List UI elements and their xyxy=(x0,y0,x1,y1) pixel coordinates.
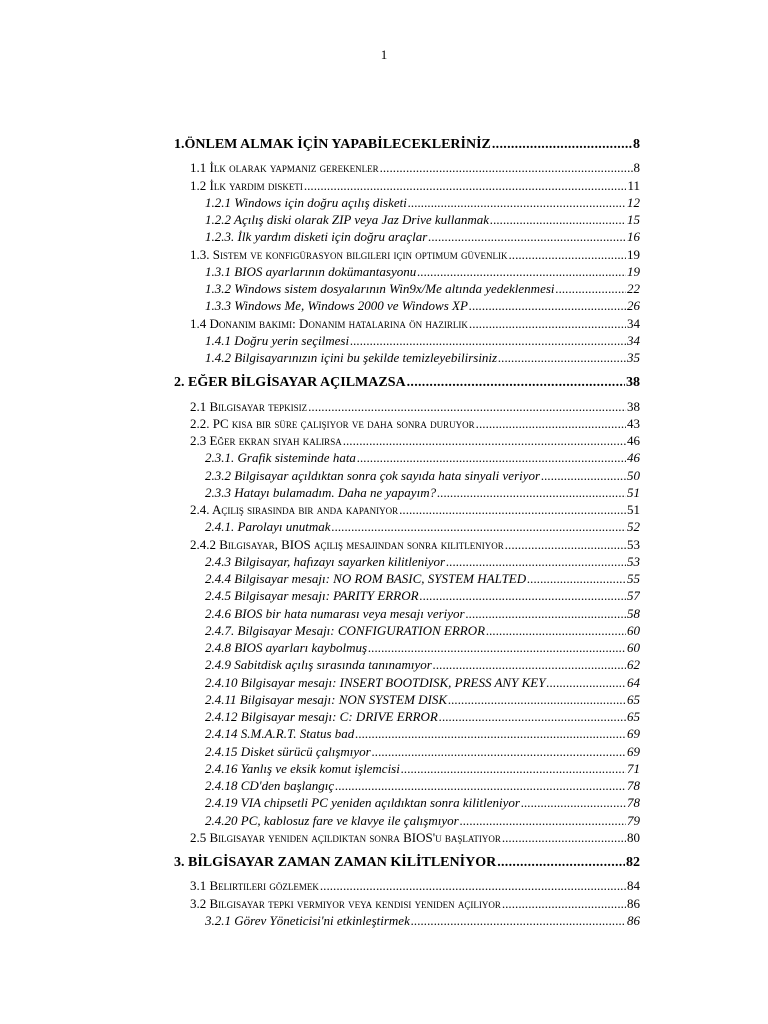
toc-title: 2.4.20 PC, kablosuz fare ve klavye ile çalışmıyor xyxy=(205,813,459,828)
toc-title: 2.4.4 Bilgisayar mesajı: NO ROM BASIC, SYSTEM HALTED xyxy=(205,571,527,586)
toc-page-number: 82 xyxy=(626,855,640,870)
toc-page-number: 51 xyxy=(627,485,640,500)
toc-entry xyxy=(205,484,640,501)
toc-page-number: 51 xyxy=(627,502,640,517)
toc-entry xyxy=(205,297,640,314)
toc-title: 2.4.9 Sabitdisk açılış sırasında tanınamıyor xyxy=(205,657,432,672)
toc-title: 2.3.3 Hatayı bulamadım. Daha ne yapayım? xyxy=(205,485,437,500)
toc-entry xyxy=(205,760,640,777)
toc-title: 1.2.3. İlk yardım disketi için doğru araçlar xyxy=(205,229,428,244)
dot-leader xyxy=(460,812,626,829)
toc-page-number: 34 xyxy=(627,333,640,348)
toc-title: 1.2.1 Windows için doğru açılış disketi xyxy=(205,195,407,210)
toc-page-number: 78 xyxy=(627,795,640,810)
toc-page-number: 55 xyxy=(627,571,640,586)
dot-leader xyxy=(439,708,626,725)
toc-title: 2.4.19 VIA chipsetli PC yeniden açıldıktan sonra kilitleniyor xyxy=(205,795,520,810)
dot-leader xyxy=(497,854,625,871)
toc-title: 2.4.11 Bilgisayar mesajı: NON SYSTEM DISK xyxy=(205,692,448,707)
toc-entry xyxy=(205,674,640,691)
dot-leader xyxy=(498,349,626,366)
toc-page-number: 78 xyxy=(627,778,640,793)
toc-entry xyxy=(205,587,640,604)
toc-chapter xyxy=(174,374,640,391)
toc-entry xyxy=(205,194,640,211)
dot-leader xyxy=(343,432,626,449)
toc-entry xyxy=(205,605,640,622)
dot-leader xyxy=(505,536,626,553)
dot-leader xyxy=(527,570,626,587)
toc-entry xyxy=(190,246,640,263)
toc-title: 2.4.12 Bilgisayar mesajı: C: DRIVE ERROR xyxy=(205,709,438,724)
toc-title: 2.4.7. Bilgisayar Mesajı: CONFIGURATION ERROR xyxy=(205,623,486,638)
dot-leader xyxy=(304,177,627,194)
toc-page-number: 19 xyxy=(627,247,640,262)
toc-entry xyxy=(205,812,640,829)
dot-leader xyxy=(411,912,626,929)
dot-leader xyxy=(399,501,626,518)
toc-title: 2.4.6 BIOS bir hata numarası veya mesajı veriyor xyxy=(205,606,465,621)
toc-title: 2.3 Eğer ekran siyah kalırsa xyxy=(190,433,342,448)
toc-entry xyxy=(205,777,640,794)
dot-leader xyxy=(448,691,626,708)
toc-title: 2.4.15 Disket sürücü çalışmıyor xyxy=(205,744,371,759)
toc-title: 2.3.2 Bilgisayar açıldıktan sonra çok sayıda hata sinyali veriyor xyxy=(205,468,541,483)
toc-title: 2.4.16 Yanlış ve eksik komut işlemcisi xyxy=(205,761,400,776)
dot-leader xyxy=(469,315,626,332)
toc-title: 2.4. Açılış sırasında bir anda kapanıyor xyxy=(190,502,399,517)
toc-chapter xyxy=(174,136,640,153)
toc-title: 1.4 Donanım bakımı: Donanım hatalarına ön hazırlık xyxy=(190,316,468,331)
toc-page-number: 50 xyxy=(627,468,640,483)
toc-title: 1.3.1 BIOS ayarlarının dokümantasyonu xyxy=(205,264,417,279)
toc-page-number: 16 xyxy=(627,229,640,244)
dot-leader xyxy=(407,374,625,391)
dot-leader xyxy=(420,587,626,604)
toc-title: 1.3.2 Windows sistem dosyalarının Win9x/Me altında yedeklenmesi xyxy=(205,281,555,296)
toc-page-number: 22 xyxy=(627,281,640,296)
toc-entry xyxy=(205,228,640,245)
toc-page-number: 52 xyxy=(627,519,640,534)
toc-title: 1.4.1 Doğru yerin seçilmesi xyxy=(205,333,350,348)
dot-leader xyxy=(546,674,626,691)
dot-leader xyxy=(408,194,626,211)
dot-leader xyxy=(428,228,626,245)
toc-title: 2.4.14 S.M.A.R.T. Status bad xyxy=(205,726,355,741)
dot-leader xyxy=(368,639,626,656)
dot-leader xyxy=(308,398,626,415)
dot-leader xyxy=(486,622,626,639)
dot-leader xyxy=(355,725,626,742)
toc-page-number: 38 xyxy=(626,375,640,390)
toc-entry xyxy=(190,895,640,912)
toc-title: 2.5 Bilgisayar yeniden açıldıktan sonra BIOS'u başlatıyor xyxy=(190,830,501,845)
toc-entry xyxy=(205,639,640,656)
toc-title: 2. EĞER BİLGİSAYAR AÇILMAZSA xyxy=(174,375,406,390)
toc-page-number: 60 xyxy=(627,623,640,638)
toc-entry xyxy=(190,829,640,846)
dot-leader xyxy=(433,656,626,673)
toc-title: 2.1 Bilgisayar tepkisiz xyxy=(190,399,308,414)
toc-entry xyxy=(205,467,640,484)
toc-chapter xyxy=(174,854,640,871)
toc-page-number: 19 xyxy=(627,264,640,279)
dot-leader xyxy=(521,794,626,811)
toc-title: 2.3.1. Grafik sisteminde hata xyxy=(205,450,356,465)
toc-entry xyxy=(190,877,640,894)
toc-title: 2.4.18 CD'den başlangıç xyxy=(205,778,335,793)
dot-leader xyxy=(332,518,626,535)
toc-page-number: 69 xyxy=(627,744,640,759)
toc-entry xyxy=(205,570,640,587)
toc-page-number: 15 xyxy=(627,212,640,227)
toc-title: 3.2.1 Görev Yöneticisi'ni etkinleştirmek xyxy=(205,913,410,928)
toc-title: 2.4.1. Parolayı unutmak xyxy=(205,519,331,534)
toc-page-number: 46 xyxy=(627,433,640,448)
toc-entry xyxy=(205,518,640,535)
toc-title: 1.2 İlk yardım disketi xyxy=(190,178,303,193)
toc-page-number: 58 xyxy=(627,606,640,621)
toc-entry xyxy=(190,159,640,176)
toc-page-number: 65 xyxy=(627,709,640,724)
toc-page-number: 12 xyxy=(627,195,640,210)
toc-page-number: 53 xyxy=(627,554,640,569)
toc-title: 1.3.3 Windows Me, Windows 2000 ve Windows XP xyxy=(205,298,468,313)
toc-title: 3.1 Belirtileri gözlemek xyxy=(190,878,319,893)
toc-title: 2.4.2 Bilgisayar, BIOS açılış mesajından sonra kilitleniyor xyxy=(190,537,504,552)
toc-page-number: 79 xyxy=(627,813,640,828)
toc-title: 2.4.8 BIOS ayarları kaybolmuş xyxy=(205,640,368,655)
toc-page-number: 57 xyxy=(627,588,640,603)
toc-page-number: 46 xyxy=(627,450,640,465)
toc-entry xyxy=(190,501,640,518)
dot-leader xyxy=(541,467,626,484)
toc-title: 2.4.10 Bilgisayar mesajı: INSERT BOOTDISK, PRESS ANY KEY xyxy=(205,675,546,690)
toc-page-number: 86 xyxy=(627,896,640,911)
dot-leader xyxy=(490,211,626,228)
toc-title: 1.2.2 Açılış diski olarak ZIP veya Jaz Drive kullanmak xyxy=(205,212,490,227)
dot-leader xyxy=(466,605,626,622)
toc-title: 1.4.2 Bilgisayarınızın içini bu şekilde temizleyebilirsiniz xyxy=(205,350,498,365)
toc-page-number: 53 xyxy=(627,537,640,552)
dot-leader xyxy=(350,332,626,349)
toc-page-number: 43 xyxy=(627,416,640,431)
dot-leader xyxy=(380,159,633,176)
toc-title: 1.3. Sistem ve konfigürasyon bilgileri için optimum güvenlik xyxy=(190,247,508,262)
toc-page-number: 11 xyxy=(627,178,640,193)
toc-page-number: 84 xyxy=(627,878,640,893)
toc-entry xyxy=(190,536,640,553)
toc-entry xyxy=(190,398,640,415)
toc-page-number: 60 xyxy=(627,640,640,655)
dot-leader xyxy=(417,263,626,280)
toc-entry xyxy=(205,553,640,570)
toc-entry xyxy=(190,315,640,332)
toc-entry xyxy=(205,332,640,349)
toc-title: 2.2. PC kısa bir süre çalışıyor ve daha sonra duruyor xyxy=(190,416,475,431)
dot-leader xyxy=(508,246,626,263)
toc-entry xyxy=(190,415,640,432)
toc-entry xyxy=(205,912,640,929)
dot-leader xyxy=(446,553,626,570)
toc-entry xyxy=(205,449,640,466)
toc-page-number: 64 xyxy=(627,675,640,690)
toc-title: 3.2 Bilgisayar tepki vermiyor veya kendisi yeniden açılıyor xyxy=(190,896,501,911)
toc-title: 2.4.5 Bilgisayar mesajı: PARITY ERROR xyxy=(205,588,419,603)
toc-entry xyxy=(205,708,640,725)
toc-entry xyxy=(205,280,640,297)
dot-leader xyxy=(357,449,626,466)
toc-page-number: 38 xyxy=(627,399,640,414)
dot-leader xyxy=(492,136,632,153)
toc-entry xyxy=(205,725,640,742)
toc-page-number: 69 xyxy=(627,726,640,741)
dot-leader xyxy=(437,484,626,501)
toc-title: 1.1 İlk olarak yapmanız gerekenler xyxy=(190,160,379,175)
toc-page-number: 80 xyxy=(627,830,640,845)
dot-leader xyxy=(320,877,626,894)
toc-page-number: 65 xyxy=(627,692,640,707)
toc-entry xyxy=(205,622,640,639)
toc-entry xyxy=(205,743,640,760)
dot-leader xyxy=(502,829,626,846)
toc-page-number: 86 xyxy=(627,913,640,928)
toc-entry xyxy=(190,177,640,194)
dot-leader xyxy=(401,760,626,777)
toc-page-number: 71 xyxy=(627,761,640,776)
toc-entry xyxy=(190,432,640,449)
dot-leader xyxy=(556,280,626,297)
toc-page-number: 8 xyxy=(633,160,640,175)
dot-leader xyxy=(335,777,626,794)
toc-entry xyxy=(205,349,640,366)
toc-title: 3. BİLGİSAYAR ZAMAN ZAMAN KİLİTLENİYOR xyxy=(174,855,497,870)
toc-entry xyxy=(205,211,640,228)
dot-leader xyxy=(502,895,626,912)
toc-entry xyxy=(205,263,640,280)
dot-leader xyxy=(372,743,626,760)
toc-entry xyxy=(205,656,640,673)
toc-page-number: 35 xyxy=(627,350,640,365)
toc-page-number: 26 xyxy=(627,298,640,313)
toc-entry xyxy=(205,691,640,708)
dot-leader xyxy=(476,415,626,432)
toc-title: 2.4.3 Bilgisayar, hafızayı sayarken kilitleniyor xyxy=(205,554,446,569)
toc-title: 1.ÖNLEM ALMAK İÇİN YAPABİLECEKLERİNİZ xyxy=(174,137,491,152)
dot-leader xyxy=(469,297,626,314)
toc-page-number: 62 xyxy=(627,657,640,672)
page-number: 1 xyxy=(380,47,388,62)
toc-page-number: 34 xyxy=(627,316,640,331)
toc-entry xyxy=(205,794,640,811)
toc-page-number: 8 xyxy=(633,137,640,152)
